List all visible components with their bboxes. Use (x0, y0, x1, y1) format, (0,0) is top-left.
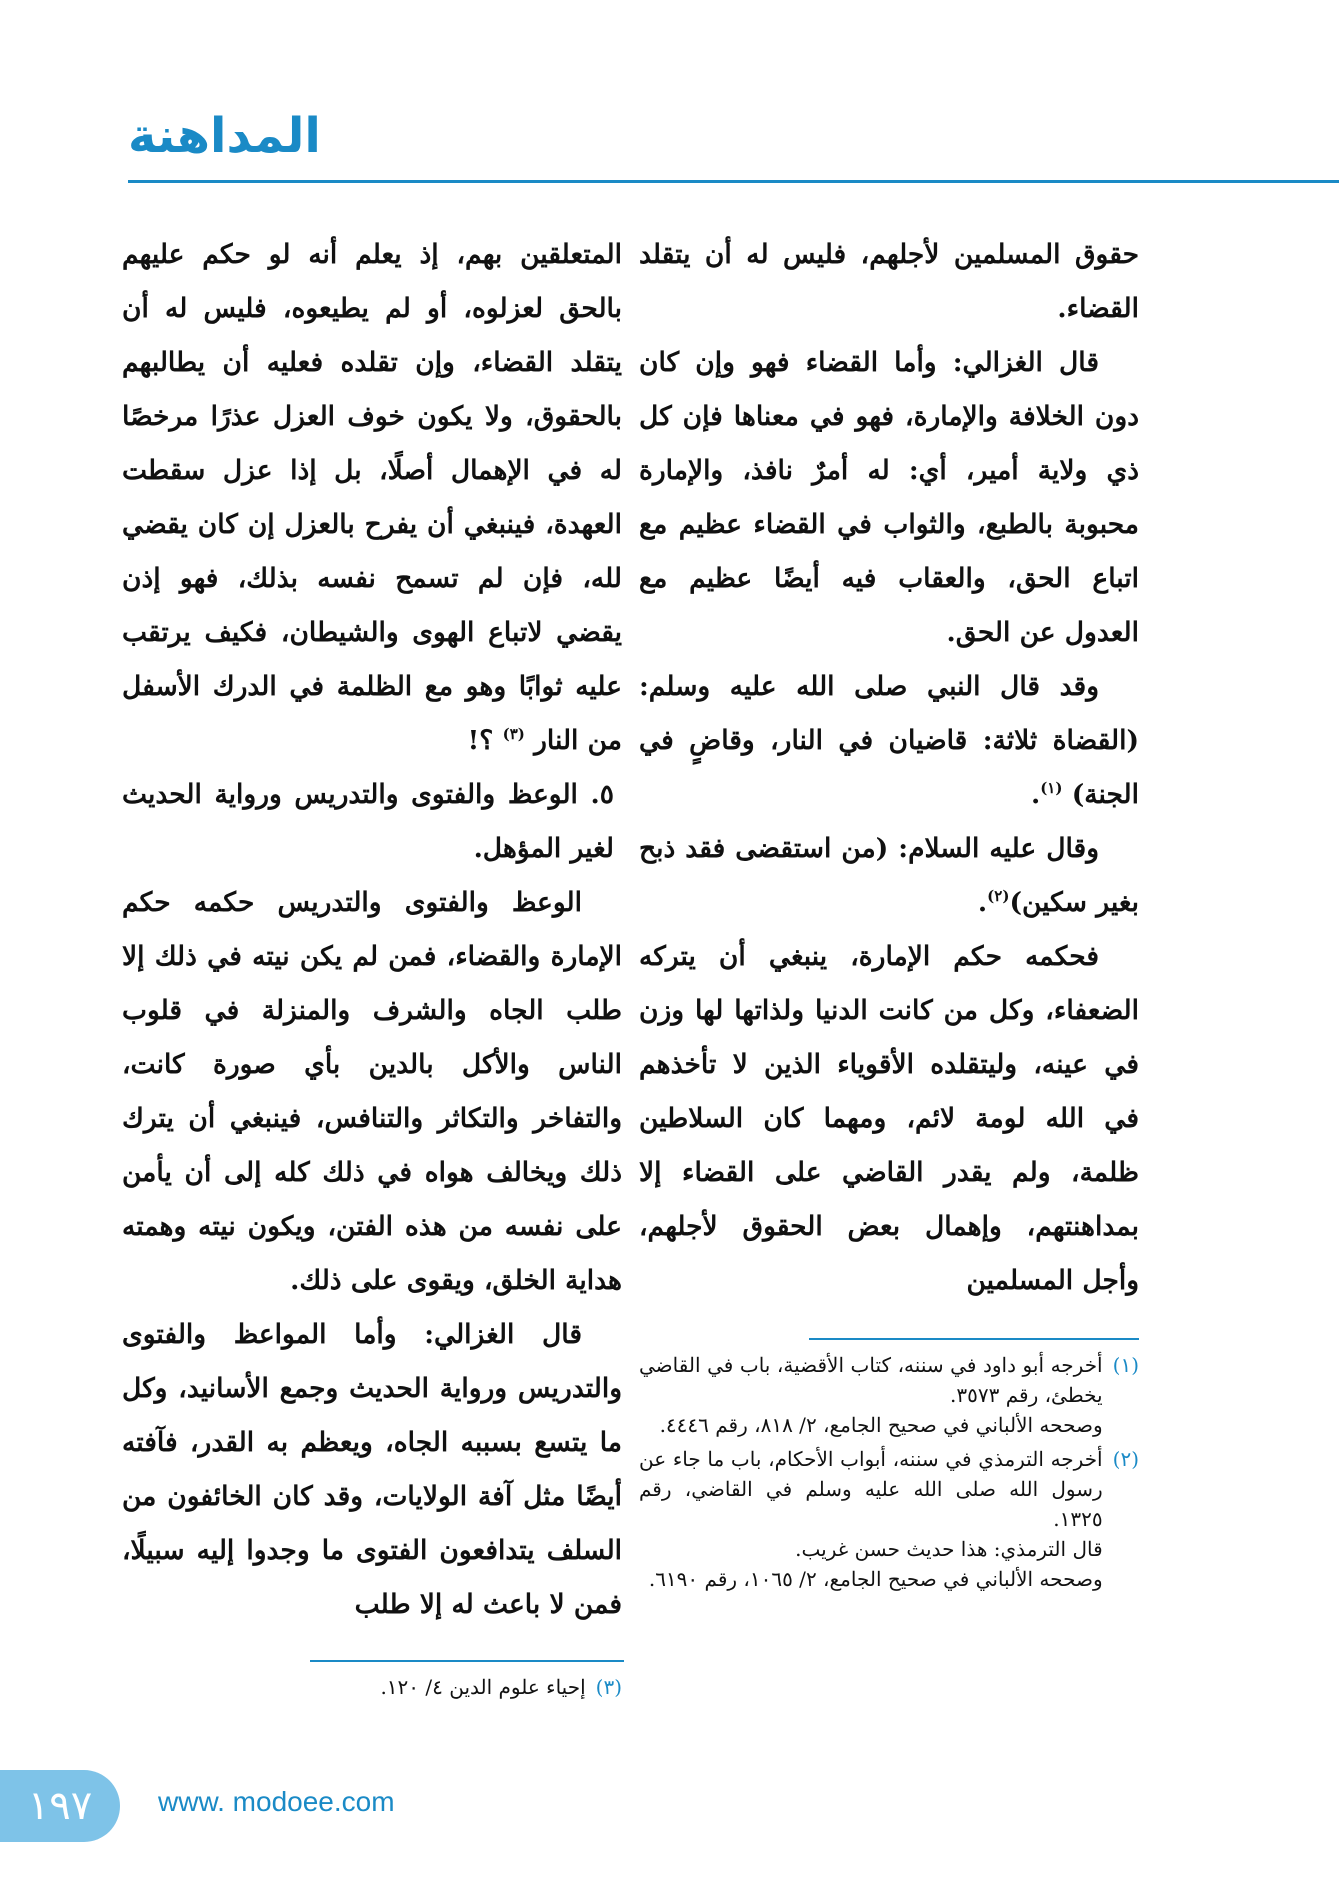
paragraph-text: وقال عليه السلام: (من استقضى فقد ذبح بغير سكين) (639, 833, 1139, 918)
paragraph: حقوق المسلمين لأجلهم، فليس له أن يتقلد القضاء. (639, 239, 1139, 324)
footnote-rule (310, 1660, 624, 1662)
paragraph-text: المتعلقين بهم، إذ يعلم أنه لو حكم عليهم بالحق لعزلوه، أو لم يطيعوه، فليس له أن يتقلد القضاء، وإن تقلده فعليه أن يطالبهم بالحقوق، ولا يكون خوف العزل عذرًا مرخصًا له في الإهمال أصلًا، بل إذا عزل سقطت العهدة، فينبغي أن يفرح بالعزل إن كان يقضي لله، فإن لم تسمح نفسه بذلك، فهو إذن يقضي لاتباع الهوى والشيطان، فكيف يرتقب عليه ثوابًا وهو مع الظلمة في الدرك الأسفل من النار (122, 239, 622, 756)
right-column (639, 228, 1139, 1308)
footnotes-right (639, 1350, 1139, 1598)
paragraph: الوعظ والفتوى والتدريس حكمه حكم الإمارة والقضاء، فمن لم يكن نيته في ذلك إلا طلب الجاه والشرف والمنزلة في قلوب الناس والأكل بالدين بأي صورة كانت، والتفاخر والتكاثر والتنافس، فينبغي أن يترك ذلك ويخالف هواه في ذلك كله إلى أن يأمن على نفسه من هذه الفتن، ويكون نيته وهمته هداية الخلق، ويقوى على ذلك. (122, 887, 622, 1296)
footnote (639, 1444, 1139, 1594)
footnote-body (639, 1444, 1103, 1594)
website-link[interactable]: www. modoee.com (158, 1786, 395, 1817)
header-rule (128, 180, 1339, 183)
section-heading: ٥. الوعظ والفتوى والتدريس ورواية الحديث لغير المؤهل. (122, 779, 614, 864)
footnote-number: (١) (1112, 1353, 1139, 1377)
page-title: المداهنة (128, 108, 321, 164)
footnote (639, 1350, 1139, 1440)
paragraph: قال الغزالي: وأما المواعظ والفتوى والتدريس ورواية الحديث وجمع الأسانيد، وكل ما يتسع بسببه الجاه، ويعظم به القدر، فآفته أيضًا مثل آفة الولايات، وقد كان الخائفون من السلف يتدافعون الفتوى ما وجدوا إليه سبيلًا، فمن لا باعث له إلا طلب (122, 1319, 622, 1620)
page-number-tab (0, 1770, 120, 1842)
paragraph-end: ؟! (467, 725, 494, 756)
footnote-number: (٣) (595, 1675, 622, 1699)
footnote-ref: (١) (1040, 779, 1063, 798)
footnote-line: قال الترمذي: هذا حديث حسن غريب. (795, 1537, 1103, 1561)
paragraph: قال الغزالي: وأما القضاء فهو وإن كان دون الخلافة والإمارة، فهو في معناها فإن كل ذي ولاية أمير، أي: له أمرٌ نافذ، والإمارة محبوبة بالطبع، والثواب في القضاء عظيم مع اتباع الحق، والعقاب فيه أيضًا عظيم مع العدول عن الحق. (639, 347, 1139, 648)
paragraph-text: وقد قال النبي صلى الله عليه وسلم: (القضاة ثلاثة: قاضيان في النار، وقاضٍ في الجنة) (639, 671, 1139, 810)
footnote-line: أخرجه أبو داود في سننه، كتاب الأقضية، باب في القاضي يخطئ، رقم ٣٥٧٣. (639, 1353, 1103, 1407)
footnotes-left (122, 1672, 622, 1706)
paragraph (122, 228, 622, 768)
paragraph: فحكمه حكم الإمارة، ينبغي أن يتركه الضعفاء، وكل من كانت الدنيا ولذاتها لها وزن في عينه، وليتقلده الأقوياء الذين لا تأخذهم في الله لومة لائم، ومهما كان السلاطين ظلمة، ولم يقدر القاضي على القضاء إلا بمداهنتهم، وإهمال بعض الحقوق لأجلهم، وأجل المسلمين (639, 941, 1139, 1296)
footnote (122, 1672, 622, 1702)
footnote-rule (809, 1338, 1139, 1340)
footnote-body (639, 1350, 1103, 1440)
paragraph: وقد قال النبي صلى الله عليه وسلم: (القضاة ثلاثة: قاضيان في النار، وقاضٍ في الجنة) $^{(١)}$. (639, 671, 1139, 810)
footnote-ref: (٢) (987, 887, 1010, 906)
page-number: ١٩٧ (27, 1783, 93, 1829)
footnote-ref: (٣) (502, 725, 525, 744)
footnote-line: إحياء علوم الدين ٤/ ١٢٠. (380, 1675, 586, 1699)
footnote-line: أخرجه الترمذي في سننه، أبواب الأحكام، باب ما جاء عن رسول الله صلى الله عليه وسلم في القاضي، رقم ١٣٢٥. (639, 1447, 1103, 1531)
footnote-line: وصححه الألباني في صحيح الجامع، ٢/ ٨١٨، رقم ٤٤٤٦. (659, 1413, 1103, 1437)
left-column (122, 228, 622, 1632)
footnote-number: (٢) (1112, 1447, 1139, 1471)
paragraph: وقال عليه السلام: (من استقضى فقد ذبح بغير سكين)$^{(٢)}$. (639, 833, 1139, 918)
footnote-line: وصححه الألباني في صحيح الجامع، ٢/ ١٠٦٥، رقم ٦١٩٠. (648, 1567, 1103, 1591)
footnote-body (122, 1672, 586, 1702)
